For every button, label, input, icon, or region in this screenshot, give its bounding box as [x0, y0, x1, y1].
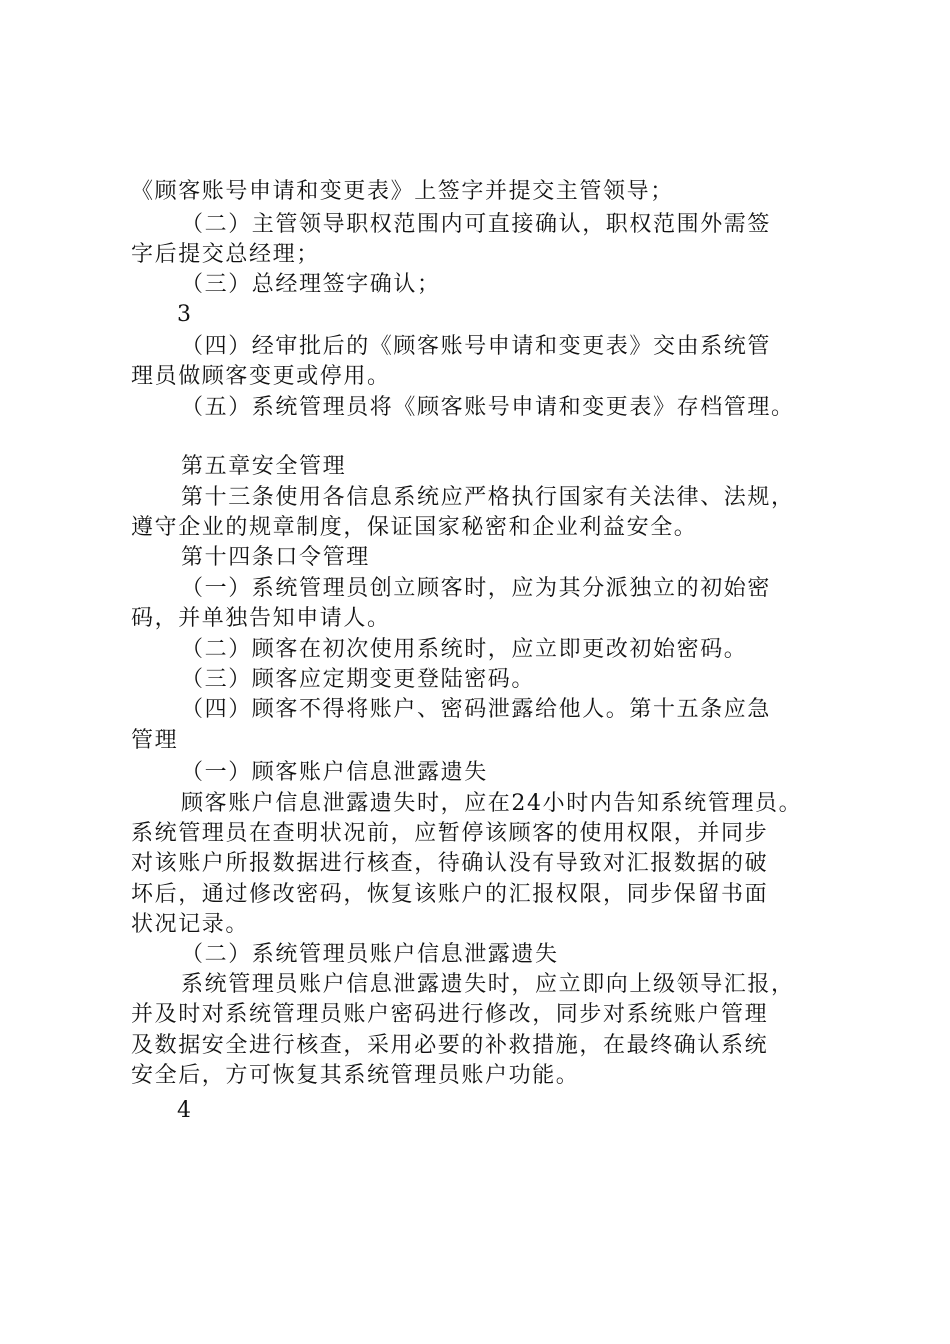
body-text-line: 对该账户所报数据进行核查，待确认没有导致对汇报数据的破: [131, 851, 769, 876]
body-text-line: （四）顾客不得将账户、密码泄露给他人。第十五条应急: [181, 697, 772, 722]
body-text-line: （一）系统管理员创立顾客时，应为其分派独立的初始密: [181, 576, 772, 601]
body-text-line: 并及时对系统管理员账户密码进行修改，同步对系统账户管理: [131, 1002, 769, 1027]
body-text-line: 遵守企业的规章制度，保证国家秘密和企业利益安全。: [131, 515, 698, 540]
page-number: 3: [177, 302, 191, 327]
body-text-line: 坏后，通过修改密码，恢复该账户的汇报权限，同步保留书面: [131, 882, 769, 907]
body-text-line: 字后提交总经理；: [131, 242, 320, 267]
body-text-line: 顾客账户信息泄露遗失时，应在24小时内告知系统管理员。: [181, 791, 803, 816]
body-text-line: （一）顾客账户信息泄露遗失: [181, 760, 488, 785]
body-text-line: 码，并单独告知申请人。: [131, 606, 391, 631]
body-text-line: 及数据安全进行核查，采用必要的补救措施，在最终确认系统: [131, 1033, 769, 1058]
body-text-line: 管理: [131, 728, 179, 753]
body-text-line: （二）系统管理员账户信息泄露遗失: [181, 942, 559, 967]
body-text-line: 理员做顾客变更或停用。: [131, 364, 391, 389]
body-text-line: 系统管理员在查明状况前，应暂停该顾客的使用权限，并同步: [131, 821, 769, 846]
body-text-line: 安全后，方可恢复其系统管理员账户功能。: [131, 1063, 580, 1088]
page-number: 4: [177, 1098, 191, 1123]
body-text-line: （二）主管领导职权范围内可直接确认，职权范围外需签: [181, 212, 772, 237]
body-text-line: （五）系统管理员将《顾客账号申请和变更表》存档管理。: [181, 395, 795, 420]
body-text-line: 系统管理员账户信息泄露遗失时，应立即向上级领导汇报，: [181, 972, 795, 997]
article-heading: 第十四条口令管理: [181, 545, 370, 570]
body-text-line: 状况记录。: [131, 912, 250, 937]
body-text-line: （二）顾客在初次使用系统时，应立即更改初始密码。: [181, 637, 748, 662]
body-text-line: （四）经审批后的《顾客账号申请和变更表》交由系统管: [181, 334, 772, 359]
body-text-line: 《顾客账号申请和变更表》上签字并提交主管领导；: [131, 179, 674, 204]
body-text-line: （三）总经理签字确认；: [181, 272, 441, 297]
body-text-line: （三）顾客应定期变更登陆密码。: [181, 667, 536, 692]
chapter-heading: 第五章安全管理: [181, 454, 347, 479]
body-text-line: 第十三条使用各信息系统应严格执行国家有关法律、法规，: [181, 485, 795, 510]
